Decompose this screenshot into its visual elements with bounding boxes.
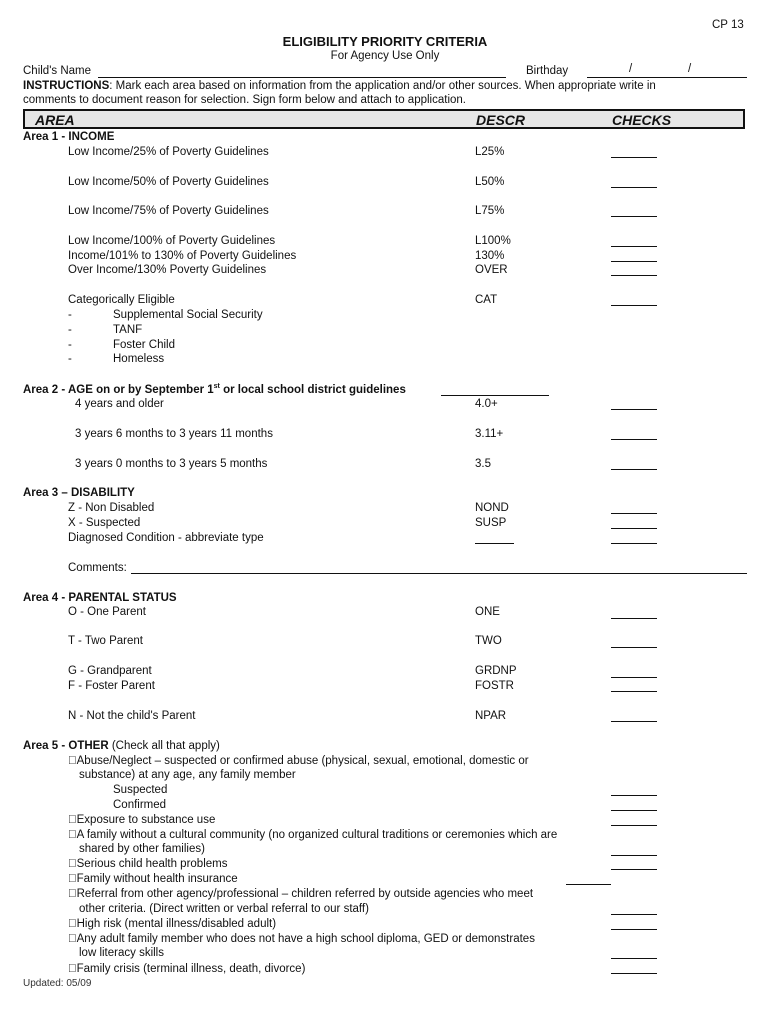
area4-row-label: O - One Parent [68, 606, 146, 618]
area1-title: Area 1 - INCOME [23, 131, 115, 143]
comments-field[interactable] [131, 573, 747, 574]
area1-row-code: L50% [475, 176, 505, 188]
area4-row-label: F - Foster Parent [68, 680, 155, 692]
area2-row-label: 3 years 6 months to 3 years 11 months [75, 428, 273, 440]
area2-row-code: 4.0+ [475, 398, 498, 410]
area1-sub-item: TANF [113, 324, 143, 336]
area1-sub-item: Foster Child [113, 339, 175, 351]
header-descr: DESCR [476, 112, 526, 128]
area3-row-code: NOND [475, 502, 509, 514]
check-line[interactable] [611, 216, 657, 217]
check-line[interactable] [611, 958, 657, 959]
area4-row-code: TWO [475, 635, 502, 647]
area5-title-note: (Check all that apply) [108, 740, 220, 752]
comments-label: Comments: [68, 562, 127, 574]
birthday-field[interactable] [587, 77, 747, 78]
check-line[interactable] [611, 647, 657, 648]
check-line[interactable] [611, 914, 657, 915]
check-line[interactable] [566, 884, 611, 885]
check-line[interactable] [611, 929, 657, 930]
check-line[interactable] [611, 869, 657, 870]
instructions-label: INSTRUCTIONS [23, 80, 110, 92]
check-line[interactable] [611, 187, 657, 188]
area2-title-text: Area 2 - AGE on or by September 1 [23, 383, 214, 396]
area5-line: Family crisis (terminal illness, death, divorce) [68, 963, 297, 975]
check-line[interactable] [611, 691, 657, 692]
area4-row-code: FOSTR [475, 680, 514, 692]
check-line[interactable] [611, 469, 657, 470]
area5-line: Exposure to substance use [68, 814, 207, 826]
date-slash: / [629, 63, 633, 75]
area5-line: Referral from other agency/professional – children referred by outside agencies who meet [68, 888, 525, 900]
area1-row-label: Low Income/50% of Poverty Guidelines [68, 176, 269, 188]
page-title: ELIGIBILITY PRIORITY CRITERIA [282, 34, 488, 49]
area3-row-label: X - Suspected [68, 517, 141, 529]
bullet: - [68, 324, 72, 336]
area1-row-code: CAT [475, 294, 498, 306]
area4-row-label: G - Grandparent [68, 665, 152, 677]
check-line[interactable] [611, 261, 657, 262]
check-line[interactable] [611, 677, 657, 678]
area1-row-label: Low Income/25% of Poverty Guidelines [68, 146, 269, 158]
check-line[interactable] [611, 543, 657, 544]
district-guidelines-field[interactable] [441, 395, 549, 396]
area2-row-label: 3 years 0 months to 3 years 5 months [75, 458, 268, 470]
area5-title-text: Area 5 - OTHER [23, 740, 109, 752]
area5-line: shared by other families) [79, 843, 205, 855]
check-line[interactable] [611, 973, 657, 974]
area1-row-code: 130% [475, 250, 505, 262]
area1-row-label: Low Income/75% of Poverty Guidelines [68, 205, 269, 217]
area1-row-code: L100% [475, 235, 511, 247]
area4-row-code: ONE [475, 606, 500, 618]
check-line[interactable] [611, 275, 657, 276]
area5-line: Abuse/Neglect – suspected or confirmed abuse (physical, sexual, emotional, domestic or [68, 755, 520, 767]
area1-row-label: Low Income/100% of Poverty Guidelines [68, 235, 276, 247]
check-line[interactable] [611, 855, 657, 856]
area2-title-sup: st [213, 383, 220, 390]
check-line[interactable] [611, 157, 657, 158]
instructions-text: : Mark each area based on information from the application and/or other sources. When appropriate write in [109, 80, 656, 92]
area1-row-label: Categorically Eligible [68, 294, 175, 306]
area2-row-code: 3.11+ [475, 428, 504, 440]
area3-row-code: SUSP [475, 517, 507, 529]
instructions [23, 80, 656, 92]
column-header-bar [23, 109, 745, 129]
area1-sub-item: Homeless [113, 353, 165, 365]
check-line[interactable] [611, 795, 657, 796]
date-slash: / [688, 63, 692, 75]
form-code: CP 13 [712, 19, 744, 31]
check-line[interactable] [611, 618, 657, 619]
area4-title: Area 4 - PARENTAL STATUS [23, 592, 177, 604]
check-line[interactable] [611, 305, 657, 306]
page-subtitle: For Agency Use Only [330, 50, 440, 62]
instructions-text-2: comments to document reason for selection. Sign form below and attach to application. [23, 94, 466, 106]
childs-name-field[interactable] [98, 77, 506, 78]
area1-row-code: L25% [475, 146, 505, 158]
check-line[interactable] [611, 825, 657, 826]
check-line[interactable] [611, 409, 657, 410]
check-line[interactable] [611, 721, 657, 722]
area3-row-label: Z - Non Disabled [68, 502, 155, 514]
area5-title [23, 740, 220, 752]
area4-row-label: T - Two Parent [68, 635, 143, 647]
area4-row-code: GRDNP [475, 665, 517, 677]
area4-row-label: N - Not the child's Parent [68, 710, 196, 722]
bullet: - [68, 339, 72, 351]
area5-line: High risk (mental illness/disabled adult) [68, 918, 268, 930]
area3-title: Area 3 – DISABILITY [23, 487, 135, 499]
header-area: AREA [35, 112, 75, 128]
area1-row-label: Income/101% to 130% of Poverty Guidelines [68, 250, 297, 262]
header-checks: CHECKS [612, 112, 672, 128]
bullet: - [68, 309, 72, 321]
check-line[interactable] [611, 513, 657, 514]
area2-row-label: 4 years and older [75, 398, 164, 410]
area1-sub-item: Supplemental Social Security [113, 309, 263, 321]
area5-line: Suspected [113, 784, 168, 796]
area5-line: Family without health insurance [68, 873, 230, 885]
check-line[interactable] [611, 439, 657, 440]
updated-date: Updated: 05/09 [23, 978, 92, 989]
area1-row-code: OVER [475, 264, 508, 276]
area5-line: Confirmed [113, 799, 167, 811]
area4-row-code: NPAR [475, 710, 507, 722]
area2-title [23, 383, 406, 396]
area2-row-code: 3.5 [475, 458, 491, 470]
area1-row-code: L75% [475, 205, 505, 217]
area2-title-text-2: or local school district guidelines [219, 383, 406, 396]
check-line[interactable] [611, 810, 657, 811]
area5-line: other criteria. (Direct written or verbal referral to our staff) [79, 903, 369, 915]
area5-line: Serious child health problems [68, 858, 219, 870]
check-line[interactable] [611, 528, 657, 529]
childs-name-label: Child's Name [23, 65, 92, 77]
check-line[interactable] [611, 246, 657, 247]
condition-type-field[interactable] [475, 543, 514, 544]
bullet: - [68, 353, 72, 365]
area3-row-label: Diagnosed Condition - abbreviate type [68, 532, 264, 544]
area5-line: low literacy skills [79, 947, 164, 959]
area5-line: Any adult family member who does not have a high school diploma, GED or demonstrates [68, 933, 527, 945]
area5-line: substance) at any age, any family member [79, 769, 296, 781]
area1-row-label: Over Income/130% Poverty Guidelines [68, 264, 267, 276]
area5-line: A family without a cultural community (no organized cultural traditions or ceremonies which are [68, 829, 549, 841]
birthday-label: Birthday [526, 65, 569, 77]
